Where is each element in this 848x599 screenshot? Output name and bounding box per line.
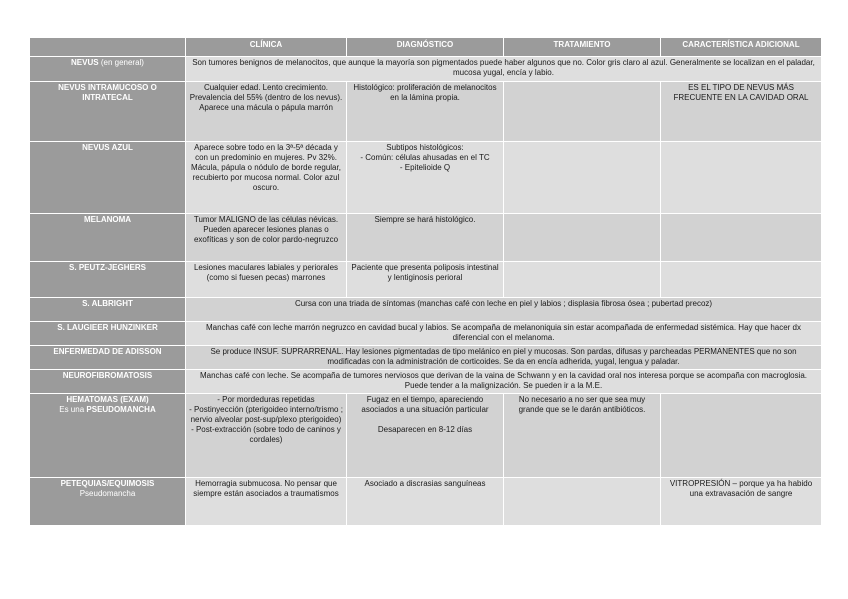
row-text: Son tumores benignos de melanocitos, que aunque la mayoría son pigmentados puede haber algunos que no. Color gris claro al azul. Generalmente se localizan en el paladar, mucosa yugal, encía y labio. <box>186 57 822 82</box>
row-label: NEUROFIBROMATOSIS <box>30 370 186 394</box>
row-text: Manchas café con leche marrón negruzco en cavidad bucal y labios. Se acompaña de melanoniquia sin estar acompañada de enfermedad sistémica. Hay que hacer dx diferencial con el melanoma. <box>186 322 822 346</box>
cell-tratamiento <box>504 478 661 526</box>
row-label-sub-bold: PSEUDOMANCHA <box>86 405 156 414</box>
cell-tratamiento: No necesario a no ser que sea muy grande que se le darán antibióticos. <box>504 394 661 478</box>
row-text: Cursa con una triada de síntomas (manchas café con leche en piel y labios ; displasia fibrosa ósea ; pubertad precoz) <box>186 298 822 322</box>
cell-adicional <box>661 214 822 262</box>
cell-tratamiento <box>504 142 661 214</box>
clinical-table <box>29 37 822 526</box>
row-label-text: NEVUS <box>71 58 99 67</box>
header-clinica: CLÍNICA <box>186 38 347 57</box>
row-label: ENFERMEDAD DE ADISSON <box>30 346 186 370</box>
row-label <box>30 394 186 478</box>
cell-diagnostico: Siempre se hará histológico. <box>347 214 504 262</box>
row-label-sub: (en general) <box>100 58 144 67</box>
cell-diagnostico: Fugaz en el tiempo, apareciendo asociados a una situación particular Desaparecen en 8-12 días <box>347 394 504 478</box>
header-diagnostico: DIAGNÓSTICO <box>347 38 504 57</box>
row-label: NEVUS INTRAMUCOSO O INTRATECAL <box>30 82 186 142</box>
table-row <box>30 142 822 214</box>
row-label: S. LAUGIEER HUNZINKER <box>30 322 186 346</box>
table-row <box>30 262 822 298</box>
row-text: Manchas café con leche. Se acompaña de tumores nerviosos que derivan de la vaina de Schwann y en la cavidad oral nos interesa porque se acompaña con macroglosia. Puede tender a la malignización. Se pueden ir a la M.E. <box>186 370 822 394</box>
cell-clinica: Hemorragia submucosa. No pensar que siempre están asociados a traumatismos <box>186 478 347 526</box>
cell-adicional: ES EL TIPO DE NEVUS MÁS FRECUENTE EN LA CAVIDAD ORAL <box>661 82 822 142</box>
table-row <box>30 370 822 394</box>
header-row <box>30 38 822 57</box>
cell-adicional: VITROPRESIÓN – porque ya ha habido una extravasación de sangre <box>661 478 822 526</box>
cell-diagnostico: Histológico: proliferación de melanocitos en la lámina propia. <box>347 82 504 142</box>
row-label: S. PEUTZ-JEGHERS <box>30 262 186 298</box>
table-row <box>30 478 822 526</box>
cell-adicional <box>661 262 822 298</box>
cell-clinica: Cualquier edad. Lento crecimiento. Prevalencia del 55% (dentro de los nevus). Aparece una mácula o pápula marrón <box>186 82 347 142</box>
row-label: MELANOMA <box>30 214 186 262</box>
cell-tratamiento <box>504 262 661 298</box>
header-empty <box>30 38 186 57</box>
row-label-sub: Pseudomancha <box>79 489 136 498</box>
cell-clinica: Lesiones maculares labiales y periorales (como si fuesen pecas) marrones <box>186 262 347 298</box>
row-label <box>30 478 186 526</box>
cell-clinica: Tumor MALIGNO de las células névicas. Pueden aparecer lesiones planas o exofíticas y son de color pardo-negruzco <box>186 214 347 262</box>
table-row <box>30 298 822 322</box>
row-label <box>30 57 186 82</box>
cell-diagnostico: Asociado a discrasias sanguíneas <box>347 478 504 526</box>
header-adicional: CARACTERÍSTICA ADICIONAL <box>661 38 822 57</box>
cell-tratamiento <box>504 214 661 262</box>
row-label: NEVUS AZUL <box>30 142 186 214</box>
row-label: S. ALBRIGHT <box>30 298 186 322</box>
table-row <box>30 82 822 142</box>
cell-clinica: Aparece sobre todo en la 3ª-5ª década y con un predominio en mujeres. Pv 32%. Mácula, pápula o nódulo de borde regular, recubierto por mucosa normal. Color azul oscuro. <box>186 142 347 214</box>
cell-adicional <box>661 394 822 478</box>
row-label-text: HEMATOMAS (EXAM) <box>66 395 149 404</box>
table-row <box>30 394 822 478</box>
cell-adicional <box>661 142 822 214</box>
table-row <box>30 214 822 262</box>
header-tratamiento: TRATAMIENTO <box>504 38 661 57</box>
cell-tratamiento <box>504 82 661 142</box>
table-row <box>30 322 822 346</box>
row-label-text: PETEQUIAS/EQUIMOSIS <box>60 479 155 488</box>
cell-diagnostico: Paciente que presenta poliposis intestinal y lentiginosis perioral <box>347 262 504 298</box>
row-label-sub: Es una <box>59 405 87 414</box>
table-row <box>30 346 822 370</box>
cell-clinica: - Por mordeduras repetidas - Postinyección (pterigoideo interno/trismo ; nervio alveolar post-sup/plexo pterigoideo) - Post-extracción (sobre todo de caninos y cordales) <box>186 394 347 478</box>
row-text: Se produce INSUF. SUPRARRENAL. Hay lesiones pigmentadas de tipo melánico en piel y mucosas. Son pardas, difusas y parcheadas PERMANENTES que no son modificadas con la administración de corticoides. Se da en encía adherida, yugal, lengua y paladar. <box>186 346 822 370</box>
table-row <box>30 57 822 82</box>
cell-diagnostico: Subtipos histológicos: - Común: células ahusadas en el TC - Epitelioide Q <box>347 142 504 214</box>
